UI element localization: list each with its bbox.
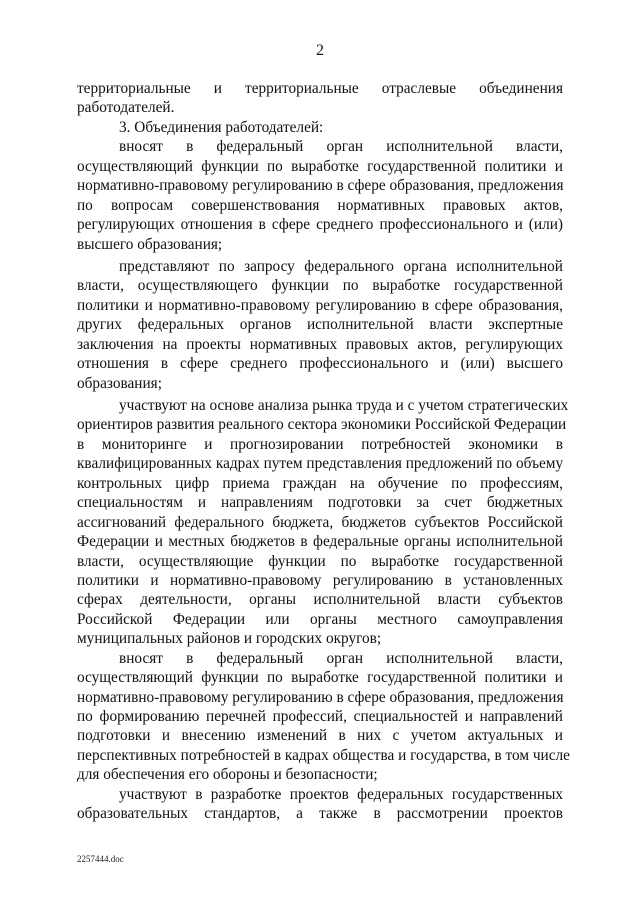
text-line: 3. Объединения работодателей: (119, 118, 324, 136)
text-line: отношения в сфере среднего профессионального и (или) высшего (77, 355, 563, 373)
text-line: осуществляющий функции по выработке государственной политики и (77, 157, 563, 175)
text-line: регулирующих отношения в сфере среднего профессионального и (или) (77, 216, 563, 234)
text-line: по формированию перечней профессий, специальностей и направлений (77, 708, 563, 725)
text-line: участвуют в разработке проектов федеральных государственных (119, 785, 563, 803)
page-number: 2 (316, 42, 324, 59)
text-line: по вопросам совершенствования нормативных правовых актов, (77, 196, 563, 214)
text-line: ориентиров развития реального сектора экономики Российской Федерации (77, 416, 567, 434)
text-line: нормативно-правовому регулированию в сфере образования, предложения (77, 177, 564, 195)
document-body (77, 79, 570, 824)
file-name-footer: 2257444.doc (77, 854, 124, 864)
text-line: Федерации и местных бюджетов в федеральные органы исполнительной (77, 533, 563, 551)
text-line: территориальные и территориальные отраслевые объединения (77, 80, 563, 97)
text-line: власти, осуществляющего функции по выработке государственной (77, 277, 563, 295)
text-line: нормативно-правовому регулированию в сфере образования, предложения (77, 688, 564, 706)
text-line: политики и нормативно-правовому регулированию в сфере образования, (77, 296, 563, 314)
text-line: работодателей. (77, 99, 175, 117)
text-line: заключения на проекты нормативных правовых актов, регулирующих (77, 335, 563, 353)
text-line: специальностям и направлениям подготовки за счет бюджетных (77, 494, 563, 512)
text-line: ассигнований федерального бюджета, бюджетов субъектов Российской (77, 513, 563, 531)
text-line: контрольных цифр приема граждан на обучение по профессиям, (77, 474, 563, 492)
text-line: осуществляющий функции по выработке государственной политики и (77, 669, 563, 687)
text-line: перспективных потребностей в кадрах общества и государства, в том числе (77, 746, 570, 764)
text-line: вносят в федеральный орган исполнительной власти, (119, 649, 563, 667)
text-line: муниципальных районов и городских округов; (77, 630, 382, 648)
text-line: власти, осуществляющие функции по выработке государственной (77, 552, 563, 570)
text-line: участвуют на основе анализа рынка труда и с учетом стратегических (119, 397, 569, 414)
text-line: подготовки и внесению изменений в них с учетом актуальных и (77, 727, 563, 745)
text-line: высшего образования; (77, 235, 223, 253)
text-line: представляют по запросу федерального органа исполнительной (119, 257, 563, 275)
text-line: других федеральных органов исполнительной власти экспертные (77, 316, 563, 334)
text-line: вносят в федеральный орган исполнительной власти, (119, 138, 563, 156)
text-line: в мониторинге и прогнозировании потребностей экономики в (77, 435, 563, 453)
text-line: образовательных стандартов, а также в рассмотрении проектов (77, 805, 563, 823)
text-line: квалифицированных кадрах путем представления предложений по объему (77, 455, 564, 473)
text-line: для обеспечения его обороны и безопасности; (77, 766, 378, 784)
text-line: политики и нормативно-правовому регулированию в установленных (77, 571, 563, 589)
text-line: образования; (77, 374, 162, 392)
text-line: сферах деятельности, органы исполнительной власти субъектов (77, 591, 563, 609)
text-line: Российской Федерации или органы местного самоуправления (77, 610, 563, 628)
